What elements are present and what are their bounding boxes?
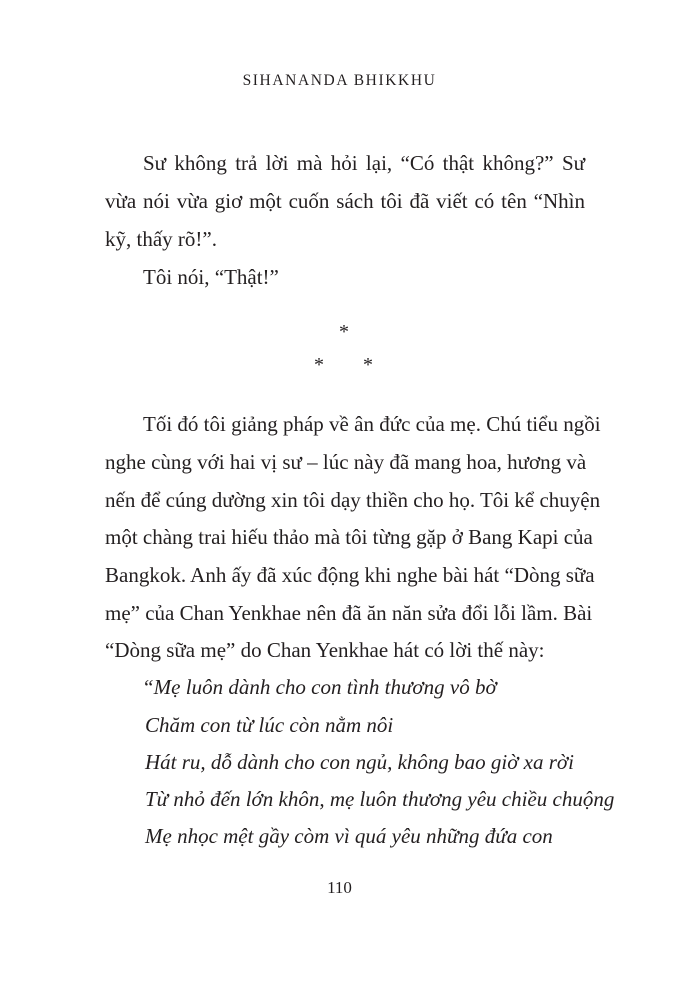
separator-asterisk: *: [339, 321, 349, 343]
separator-asterisk: *: [314, 354, 324, 376]
paragraph-line: Tôi nói, “Thật!”: [143, 265, 279, 289]
paragraph-line: Sư không trả lời mà hỏi lại, “Có thật không?” Sư: [143, 151, 585, 175]
paragraph-line: vừa nói vừa giơ một cuốn sách tôi đã viết có tên “Nhìn: [105, 189, 585, 213]
paragraph-line: một chàng trai hiếu thảo mà tôi từng gặp ở Bang Kapi của: [105, 525, 593, 549]
separator-asterisk: *: [363, 354, 373, 376]
verse-line: Chăm con từ lúc còn nằm nôi: [145, 713, 394, 737]
paragraph-line: “Dòng sữa mẹ” do Chan Yenkhae hát có lời thế này:: [105, 638, 545, 662]
paragraph-line: kỹ, thấy rõ!”.: [105, 227, 217, 251]
verse-line: Từ nhỏ đến lớn khôn, mẹ luôn thương yêu chiều chuộng: [145, 787, 615, 811]
running-header: SIHANANDA BHIKKHU: [242, 72, 437, 89]
verse-line: “Mẹ luôn dành cho con tình thương vô bờ: [142, 675, 497, 699]
paragraph-line: Tối đó tôi giảng pháp về ân đức của mẹ. Chú tiểu ngồi: [143, 412, 601, 436]
page-number: 110: [327, 878, 352, 897]
paragraph-line: Bangkok. Anh ấy đã xúc động khi nghe bài hát “Dòng sữa: [105, 563, 595, 587]
verse-line: Hát ru, dỗ dành cho con ngủ, không bao giờ xa rời: [145, 750, 574, 774]
verse-line: Mẹ nhọc mệt gầy còm vì quá yêu những đứa con: [145, 824, 553, 848]
paragraph-line: nến để cúng dường xin tôi dạy thiền cho họ. Tôi kể chuyện: [105, 488, 601, 512]
paragraph-line: nghe cùng với hai vị sư – lúc này đã mang hoa, hương và: [105, 450, 587, 474]
paragraph-line: mẹ” của Chan Yenkhae nên đã ăn năn sửa đổi lỗi lầm. Bài: [105, 601, 593, 625]
